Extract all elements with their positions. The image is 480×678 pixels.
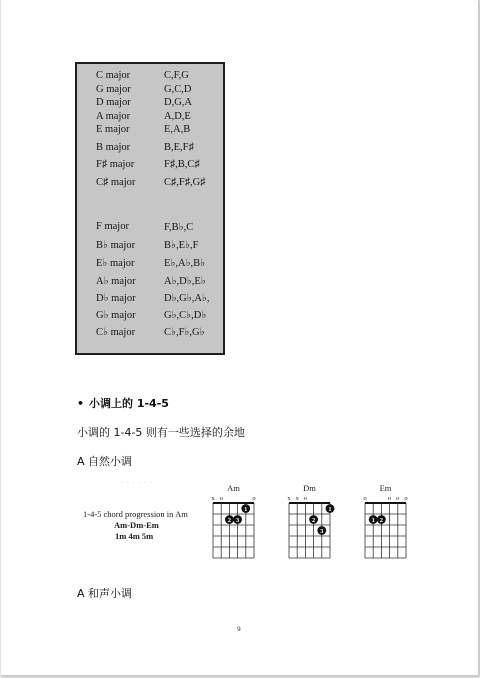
key-name: C major	[96, 70, 131, 81]
progression-title: 1-4-5 chord progression in Am	[83, 509, 188, 519]
key-accidentals: B,E,F♯	[164, 142, 194, 153]
chord-name: Am	[227, 483, 240, 493]
natural-minor-label: A 自然小调	[77, 455, 133, 468]
finger-number: 1	[328, 505, 332, 513]
heading-text: 小调上的 1-4-5	[89, 397, 169, 410]
harmonic-minor-label: A 和声小调	[77, 587, 133, 600]
document-page	[1, 0, 479, 676]
key-name: E major	[96, 124, 130, 135]
page-number: 9	[237, 626, 241, 633]
open-string-marker: o	[404, 495, 408, 502]
key-accidentals: D,G,A	[164, 97, 192, 108]
open-string-marker: o	[363, 495, 367, 502]
key-accidentals: F♯,B,C♯	[164, 159, 200, 170]
key-accidentals: E,A,B	[164, 124, 191, 135]
key-name: G♭ major	[96, 310, 136, 321]
open-string-marker: o	[303, 495, 308, 502]
key-name: G major	[96, 84, 131, 95]
finger-number: 2	[311, 516, 316, 524]
muted-string-marker: x	[287, 495, 291, 502]
key-name: D major	[96, 97, 131, 108]
key-name: E♭ major	[96, 258, 135, 269]
open-string-marker: o	[396, 495, 400, 502]
muted-string-marker: x	[211, 495, 215, 502]
open-string-marker: o	[219, 495, 223, 502]
key-name: C♭ major	[96, 327, 136, 338]
key-accidentals: F,B♭,C	[164, 222, 194, 233]
key-accidentals: C,F,G	[164, 70, 189, 81]
progression-degrees: 1m 4m 5m	[115, 531, 154, 541]
key-name: C♯ major	[96, 177, 136, 188]
key-name: A major	[96, 111, 131, 122]
muted-string-marker: x	[295, 495, 299, 502]
progression-chords: Am-Dm-Em	[114, 520, 159, 530]
intro-paragraph: 小调的 1-4-5 则有一些选择的余地	[77, 426, 245, 439]
key-accidentals: E♭,A♭,B♭	[164, 258, 206, 269]
key-name: F major	[96, 221, 129, 232]
key-accidentals: G,C,D	[164, 84, 192, 95]
key-name: B♭ major	[96, 240, 136, 251]
faint-caption: · · · · · ·	[121, 480, 153, 487]
open-string-marker: o	[387, 495, 392, 502]
key-name: B major	[96, 142, 131, 153]
key-name: A♭ major	[96, 276, 136, 287]
chord-name: Dm	[303, 483, 316, 493]
key-accidentals: B♭,E♭,F	[164, 240, 199, 251]
finger-number: 2	[227, 516, 232, 524]
finger-number: 3	[320, 527, 324, 535]
finger-number: 3	[235, 516, 240, 524]
key-accidentals: C♭,F♭,G♭	[164, 327, 205, 338]
key-accidentals: A♭,D♭,E♭	[164, 276, 206, 287]
key-accidentals: D♭,G♭,A♭,	[164, 293, 210, 304]
key-accidentals: C♯,F♯,G♯	[164, 177, 206, 188]
open-string-marker: o	[252, 495, 256, 502]
finger-number: 2	[379, 516, 384, 524]
key-accidentals: G♭,C♭,D♭	[164, 310, 207, 321]
finger-number: 1	[244, 505, 248, 513]
bullet-icon: •	[77, 397, 85, 410]
finger-number: 1	[371, 516, 375, 524]
chord-name: Em	[379, 483, 392, 493]
key-name: F♯ major	[96, 159, 135, 170]
chord-diagrams	[1, 0, 478, 675]
key-name: D♭ major	[96, 293, 136, 304]
key-accidentals: A,D,E	[164, 111, 191, 122]
